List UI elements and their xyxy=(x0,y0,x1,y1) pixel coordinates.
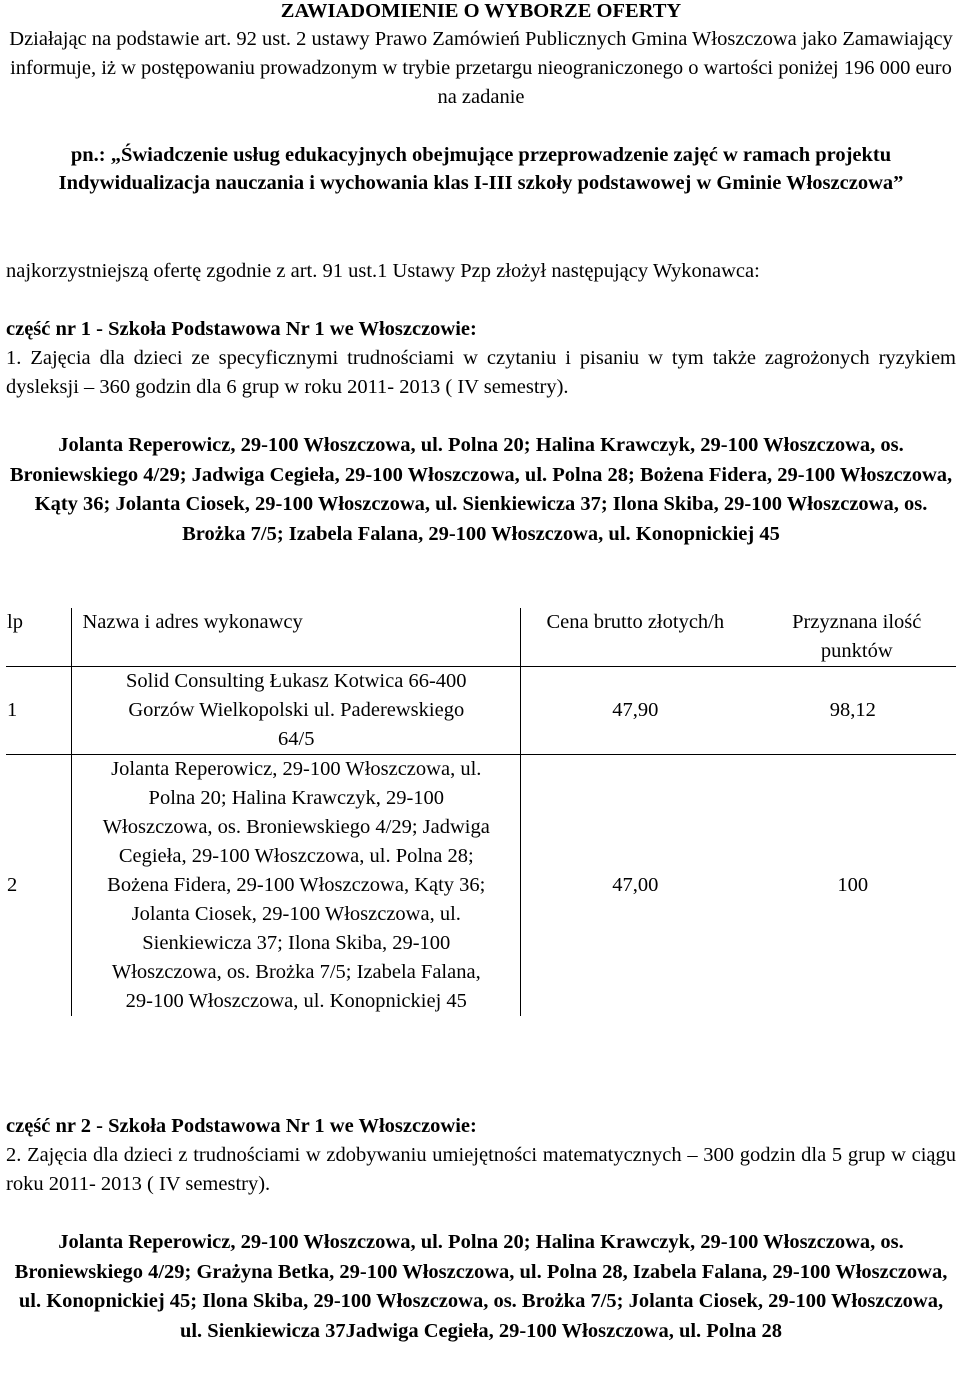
offers-table xyxy=(6,608,956,1016)
table-header-row xyxy=(6,608,956,667)
header-price: Cena brutto złotych/h xyxy=(546,611,725,633)
table-row xyxy=(6,755,956,1017)
row-price: 47,00 xyxy=(612,874,659,896)
selection-criterion: najkorzystniejszą ofertę zgodnie z art. 91 ust.1 Ustawy Pzp złożył następujący Wykonawca: xyxy=(6,260,760,282)
row-contractor: Solid Consulting Łukasz Kotwica 66-400 Gorzów Wielkopolski ul. Paderewskiego 64/5 xyxy=(72,667,521,755)
row-points: 98,12 xyxy=(750,667,957,755)
part2-heading: część nr 2 - Szkoła Podstawowa Nr 1 we Włoszczowie: xyxy=(6,1115,477,1137)
document-title: ZAWIADOMIENIE O WYBORZE OFERTY xyxy=(280,0,682,22)
row-price: 47,90 xyxy=(521,667,750,755)
part2-description: 2. Zajęcia dla dzieci z trudnościami w zdobywaniu umiejętności matematycznych – 300 godzin dla 5 grup w ciągu roku 2011- 2013 ( IV semestry). xyxy=(6,1144,956,1195)
row-points: 100 xyxy=(837,874,869,896)
header-points: Przyznana ilość punktów xyxy=(792,611,922,662)
row-contractor: Jolanta Reperowicz, 29-100 Włoszczowa, ul. Polna 20; Halina Krawczyk, 29-100 Włoszczowa, os. Broniewskiego 4/29; Jadwiga Cegieła, 29-100 Włoszczowa, ul. Polna 28; Bożena Fidera, 29-100 Włoszczowa, Kąty 36; Jolanta Ciosek, 29-100 Włoszczowa, ul. Sienkiewicza 37; Ilona Skiba, 29-100 Włoszczowa, os. Brożka 7/5; Izabela Falana, 29-100 Włoszczowa, ul. Konopnickiej 45 xyxy=(72,755,521,1017)
contract-subject: pn.: „Świadczenie usług edukacyjnych obejmujące przeprowadzenie zajęć w ramach projektu Indywidualizacja nauczania i wychowania klas I-III szkoły podstawowej w Gminie Włoszczowa” xyxy=(58,144,904,194)
table-row xyxy=(6,667,956,755)
part2-winners: Jolanta Reperowicz, 29-100 Włoszczowa, ul. Polna 20; Halina Krawczyk, 29-100 Włoszczowa, os. Broniewskiego 4/29; Grażyna Betka, 29-100 Włoszczowa, ul. Polna 28, Izabela Falana, 29-100 Włoszczowa, ul. Konopnickiej 45; Ilona Skiba, 29-100 Włoszczowa, os. Brożka 7/5; Jolanta Ciosek, 29-100 Włoszczowa, ul. Sienkiewicza 37Jadwiga Cegieła, 29-100 Włoszczowa, ul. Polna 28 xyxy=(14,1231,948,1342)
part1-heading: część nr 1 - Szkoła Podstawowa Nr 1 we Włoszczowie: xyxy=(6,318,477,340)
part1-description: 1. Zajęcia dla dzieci ze specyficznymi trudnościami w czytaniu i pisaniu w tym także zagrożonych ryzykiem dysleksji – 360 godzin dla 6 grup w roku 2011- 2013 ( IV semestry). xyxy=(6,347,956,398)
header-lp: lp xyxy=(7,611,23,633)
header-name: Nazwa i adres wykonawcy xyxy=(72,608,521,667)
row-lp: 1 xyxy=(6,667,72,755)
part1-winners: Jolanta Reperowicz, 29-100 Włoszczowa, ul. Polna 20; Halina Krawczyk, 29-100 Włoszczowa, os. Broniewskiego 4/29; Jadwiga Cegieła, 29-100 Włoszczowa, ul. Polna 28; Bożena Fidera, 29-100 Włoszczowa, Kąty 36; Jolanta Ciosek, 29-100 Włoszczowa, ul. Sienkiewicza 37; Ilona Skiba, 29-100 Włoszczowa, os. Brożka 7/5; Izabela Falana, 29-100 Włoszczowa, ul. Konopnickiej 45 xyxy=(9,434,953,545)
row-lp: 2 xyxy=(7,874,18,896)
intro-paragraph: Działając na podstawie art. 92 ust. 2 ustawy Prawo Zamówień Publicznych Gmina Włoszczowa jako Zamawiający informuje, iż w postępowaniu prowadzonym w trybie przetargu nieograniczonego o wartości poniżej 196 000 euro na zadanie xyxy=(9,28,953,108)
